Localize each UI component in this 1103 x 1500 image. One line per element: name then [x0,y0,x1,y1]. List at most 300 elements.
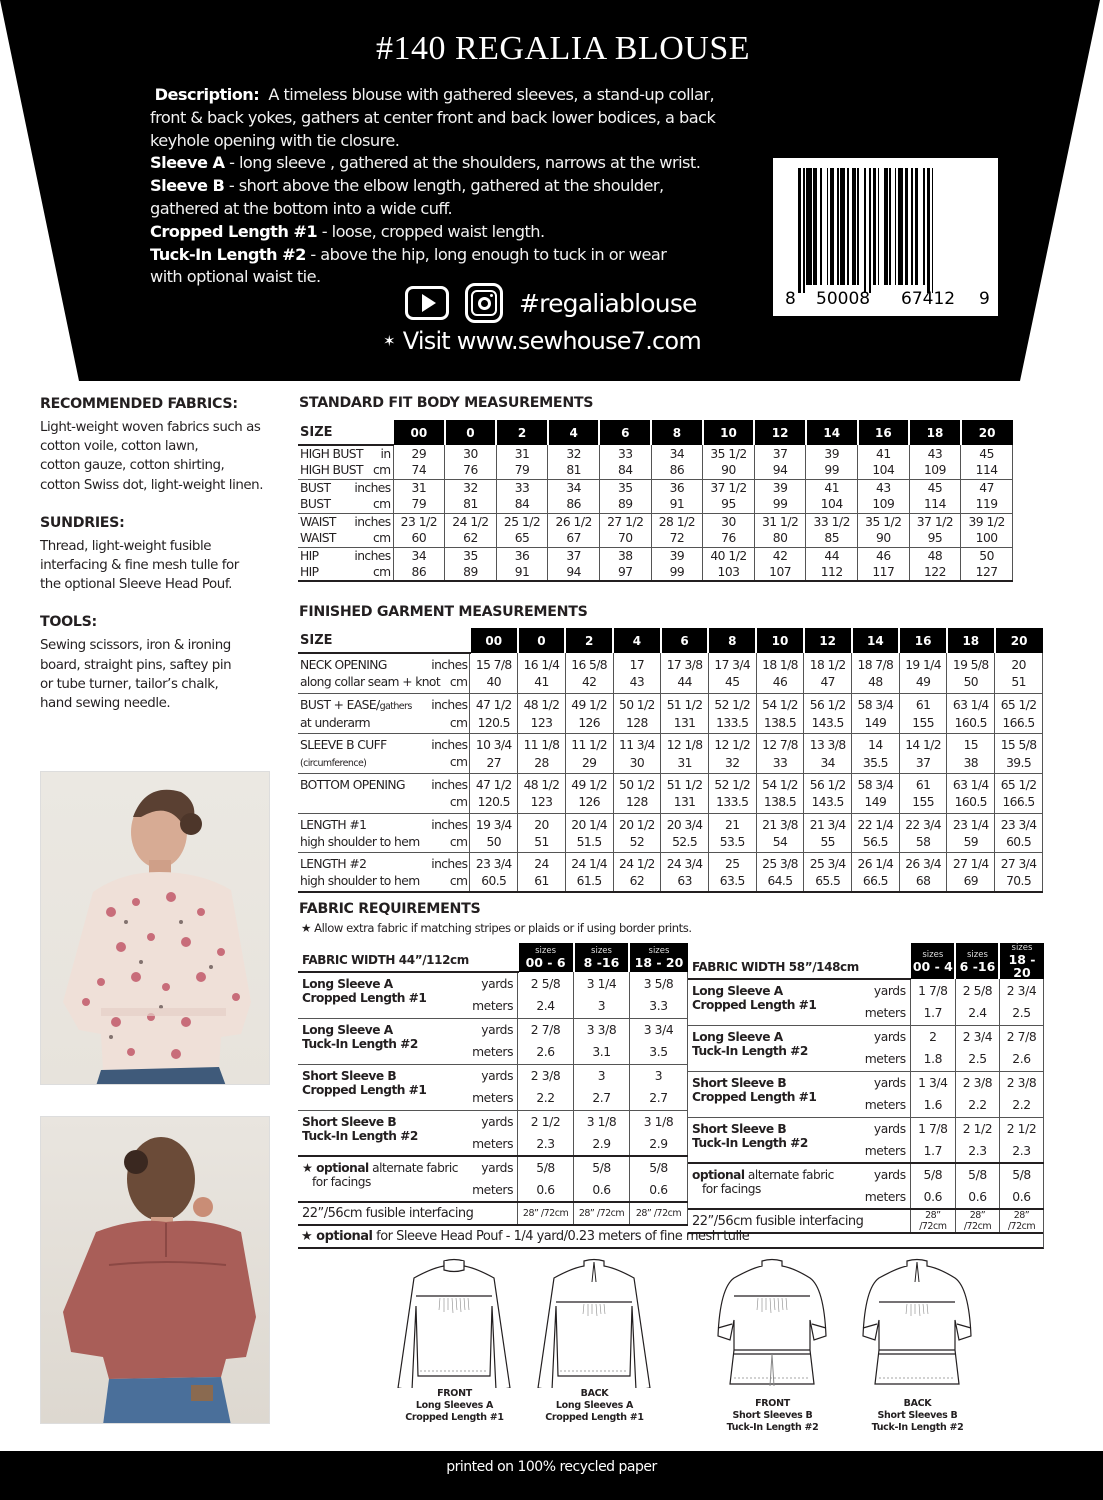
table-cell: 54 1/2 [756,774,804,795]
measure-name: SLEEVE B CUFF [300,738,387,752]
table-cell: 166.5 [995,794,1043,813]
flat-caption: BACK [580,1388,609,1399]
table-cell: 35 [445,547,497,564]
unit-label: inches [431,738,468,752]
view-name: Cropped Length #1 [302,1082,427,1097]
description-text: A timeless blouse with gathered sleeves, a stand-up collar, [268,85,715,104]
table-cell: 2.9 [629,1133,687,1156]
table-cell: 123 [518,715,566,734]
table-header-row [298,943,688,972]
table-cell: 28” /72cm [910,1209,955,1233]
row-label [298,462,393,479]
table-cell: 20 [518,813,566,834]
table-cell: 18 1/2 [804,653,852,674]
sizes-word: sizes [922,949,944,960]
table-cell: 56 1/2 [804,693,852,715]
measure-name: HIP [300,565,319,579]
unit-label: cm [449,834,468,849]
table-cell: 5/8 [629,1156,687,1179]
instagram-icon[interactable] [465,283,503,323]
table-row [298,853,1043,874]
view-label: Cropped Length #1 [150,221,318,241]
flat-caption: Tuck-In Length #2 [871,1422,964,1433]
table-cell: 59 [947,834,995,853]
size-column-header: 14 [806,420,858,445]
table-cell: 63 1/4 [947,774,995,795]
table-cell: 119 [961,496,1013,513]
measure-name: BOTTOM OPENING [300,778,405,792]
table-cell: 35 1/2 [703,445,755,462]
table-row [298,564,1013,581]
unit-label: cm [449,715,468,730]
table-cell: 19 5/8 [947,653,995,674]
barcode-digit: 9 [979,289,990,309]
table-cell: 133.5 [708,794,756,813]
table-cell: 62 [445,530,497,547]
measure-name: along collar seam + knot [300,675,441,690]
row-label [298,834,470,853]
view-text: - short above the elbow length, gathered at the shoulder, [224,176,664,196]
table-cell: 155 [899,715,947,734]
table-cell: 36 [651,479,703,496]
table-cell: 84 [599,462,651,479]
row-label [298,513,393,530]
row-label [298,530,393,547]
table-cell: 37 [548,547,600,564]
table-cell: 28” /72cm [955,1209,999,1233]
table-row [298,1202,688,1225]
table-cell: 52 1/2 [708,693,756,715]
table-cell: 18 7/8 [852,653,900,674]
table-cell: 25 [708,853,756,874]
table-cell: 20 1/4 [565,813,613,834]
table-cell: 56.5 [852,834,900,853]
row-label [298,674,470,693]
size-range: 6 -16 [959,958,996,974]
table-cell: 36 [496,547,548,564]
sizes-word: sizes [648,946,670,956]
text-line: cotton Swiss dot, light-weight linen. [40,477,264,493]
table-cell: 0.6 [910,1186,955,1209]
fabric-width-label: FABRIC WIDTH 44”/112cm [298,943,518,972]
measure-name: LENGTH #1 [300,817,367,832]
finished-measurements-table [298,628,1043,893]
table-cell: 52.5 [661,834,709,853]
flat-caption: Long Sleeves A [555,1400,634,1411]
table-cell: 43 [858,479,910,496]
measure-name: WAIST [300,531,336,546]
flat-caption: Short Sleeves B [732,1410,813,1421]
pattern-title [350,30,750,68]
fabric-requirements-title: FABRIC REQUIREMENTS [299,901,481,917]
sundries-heading: SUNDRIES: [40,514,125,531]
table-cell: 2.6 [999,1048,1043,1071]
table-cell: 17 [613,653,661,674]
text-line: cotton voile, cotton lawn, [40,439,199,455]
table-cell: 5/8 [518,1156,574,1179]
unit-label: meters [834,1002,910,1025]
table-cell: 32 [445,479,497,496]
size-range: 18 - 20 [1008,952,1036,980]
table-cell: 56 1/2 [804,774,852,795]
unit-label: cm [373,531,391,546]
table-cell: 28” /72cm [574,1202,630,1225]
body-measurements-title: STANDARD FIT BODY MEASUREMENTS [299,395,594,411]
view-name: Cropped Length #1 [692,1089,817,1104]
table-cell: 76 [445,462,497,479]
table-cell: 3 [574,995,630,1018]
barcode [773,158,998,316]
footer [0,1451,1103,1500]
table-cell: 120.5 [470,715,518,734]
table-cell: 50 [470,834,518,853]
flat-caption: FRONT [755,1398,790,1409]
model-photo-front [40,771,270,1085]
size-column-header: 2 [565,628,613,653]
table-cell: 70 [599,530,651,547]
table-cell: 35.5 [852,754,900,774]
unit-label: cm [449,874,468,888]
table-cell: 5/8 [955,1163,999,1186]
table-cell: 91 [496,564,548,581]
table-cell: 49 1/2 [565,693,613,715]
table-cell: 47 1/2 [470,774,518,795]
row-label [298,715,470,734]
table-cell: 2 7/8 [518,1018,574,1041]
unit-label: cm [449,795,468,810]
unit-label: yards [834,1071,910,1094]
table-cell: 149 [852,715,900,734]
table-cell: 41 [518,674,566,693]
optional-label: optional [692,1168,745,1182]
sizes-word: sizes [1011,943,1033,953]
measure-name: HIGH BUST [300,447,363,461]
table-cell: 39 [754,479,806,496]
table-cell: 46 [756,674,804,693]
row-label [298,564,393,581]
table-cell: 103 [703,564,755,581]
table-cell: 2.2 [999,1094,1043,1117]
table-cell: 143.5 [804,794,852,813]
row-label [298,774,470,795]
pouf-text: for Sleeve Head Pouf - 1/4 yard/0.23 meters of fine mesh tulle [372,1229,750,1244]
size-group-header [518,943,574,972]
blouse-back-long-icon [532,1258,657,1388]
table-cell: 39.5 [995,754,1043,774]
size-column-header: 4 [548,420,600,445]
table-row [298,530,1013,547]
table-cell: 89 [445,564,497,581]
view-name: Cropped Length #1 [302,991,427,1005]
table-cell: 3.5 [629,1041,687,1064]
text-line: Thread, light-weight fusible [40,538,212,554]
blouse-front-short-icon [710,1258,835,1398]
measure-name: WAIST [300,514,336,529]
table-cell: 34 [393,547,445,564]
size-group-header [955,943,999,979]
size-column-header: 16 [858,420,910,445]
table-cell: 37 [754,445,806,462]
table-cell: 15 7/8 [470,653,518,674]
table-row [298,653,1043,674]
table-cell: 58 3/4 [852,774,900,795]
table-cell: 69 [947,873,995,892]
table-cell: 79 [496,462,548,479]
table-cell: 29 [565,754,613,774]
table-cell: 30 [703,513,755,530]
table-cell: 17 3/4 [708,653,756,674]
optional-text: alternate fabric [744,1168,834,1182]
view-text: with optional waist tie. [150,267,321,287]
table-cell: 25 1/2 [496,513,548,530]
size-column-header: 20 [995,628,1043,653]
fabric-table-58 [688,943,1044,1234]
table-cell: 0.6 [518,1179,574,1202]
table-cell: 28 1/2 [651,513,703,530]
table-cell: 0.6 [999,1186,1043,1209]
table-cell: 24 1/4 [565,853,613,874]
table-cell: 66.5 [852,873,900,892]
table-row [298,1064,688,1087]
table-row [298,547,1013,564]
table-cell: 104 [806,496,858,513]
size-header: SIZE [298,628,470,653]
sizes-word: sizes [967,949,988,960]
table-cell: 50 1/2 [613,693,661,715]
table-cell: 2.4 [955,1002,999,1025]
fabrics-text [40,418,290,495]
size-column-header: 18 [947,628,995,653]
table-cell: 23 1/2 [393,513,445,530]
website-link[interactable] [383,327,701,355]
unit-label: inches [354,480,391,495]
table-cell: 107 [754,564,806,581]
table-cell: 99 [806,462,858,479]
table-cell: 48 1/2 [518,774,566,795]
table-cell: 11 3/4 [613,734,661,755]
row-label [298,479,393,496]
unit-label: meters [834,1140,910,1163]
text-line: hand sewing needle. [40,696,171,712]
table-cell: 86 [548,496,600,513]
table-cell: 2.9 [574,1133,630,1156]
sizes-word: sizes [591,946,612,956]
row-label [298,496,393,513]
table-cell: 30 [445,445,497,462]
table-cell: 3 1/8 [574,1110,630,1133]
row-label [298,813,470,834]
view-name: Short Sleeve B [692,1121,787,1136]
table-cell: 131 [661,794,709,813]
table-cell: 3 1/4 [574,972,630,995]
table-cell: 12 7/8 [756,734,804,755]
table-cell: 114 [909,496,961,513]
table-cell: 50 [961,547,1013,564]
table-cell: 34 [548,479,600,496]
measure-name: BUST [300,497,331,512]
table-cell: 35 1/2 [858,513,910,530]
table-cell: 23 1/4 [947,813,995,834]
table-cell: 138.5 [756,794,804,813]
table-cell: 15 [947,734,995,755]
table-cell: 85 [806,530,858,547]
table-cell: 31 [496,445,548,462]
unit-label: meters [834,1094,910,1117]
table-cell: 81 [548,462,600,479]
view-name: Long Sleeve A [692,1029,783,1044]
view-name: Long Sleeve A [302,1022,393,1037]
table-cell: 109 [909,462,961,479]
table-cell: 20 [995,653,1043,674]
table-cell: 28” /72cm [518,1202,574,1225]
table-cell: 19 3/4 [470,813,518,834]
table-cell: 47 [804,674,852,693]
view-combination [298,1064,464,1110]
size-column-header: 20 [961,420,1013,445]
table-cell: 11 1/2 [565,734,613,755]
table-cell: 24 1/2 [613,853,661,874]
table-cell: 3 3/4 [629,1018,687,1041]
table-cell: 60 [393,530,445,547]
text-line: cotton gauze, cotton shirting, [40,458,225,474]
sundries-text [40,537,290,595]
size-group-header [999,943,1043,979]
table-cell: 114 [961,462,1013,479]
table-cell: 50 1/2 [613,774,661,795]
table-cell: 38 [947,754,995,774]
table-cell: 5/8 [999,1163,1043,1186]
table-cell: 79 [393,496,445,513]
table-cell: 61.5 [565,873,613,892]
table-cell: 48 1/2 [518,693,566,715]
flat-caption: Long Sleeves A [415,1400,494,1411]
table-cell: 10 3/4 [470,734,518,755]
table-cell: 166.5 [995,715,1043,734]
table-cell: 32 [708,754,756,774]
barcode-digit: 8 [785,289,796,309]
optional-text: for facings [702,1182,761,1196]
table-cell: 1 7/8 [910,979,955,1002]
tools-text [40,636,290,713]
table-cell: 31 [393,479,445,496]
table-cell: 23 3/4 [995,813,1043,834]
table-cell: 81 [445,496,497,513]
view-label: Tuck-In Length #2 [150,244,306,264]
table-cell: 3 [574,1064,630,1087]
table-cell: 45 [909,479,961,496]
table-cell: 27 [470,754,518,774]
table-cell: 15 5/8 [995,734,1043,755]
unit-label: yards [464,1156,518,1179]
youtube-icon[interactable] [405,286,449,320]
table-row [688,1025,1044,1048]
table-cell: 1.7 [910,1140,955,1163]
unit-label: inches [354,548,391,563]
table-cell: 70.5 [995,873,1043,892]
table-cell: 1.7 [910,1002,955,1025]
flat-front-long-sleeve [392,1258,517,1424]
view-combination [688,1071,834,1117]
table-cell: 104 [858,462,910,479]
table-cell: 94 [548,564,600,581]
size-column-header: 2 [496,420,548,445]
table-cell: 12 1/8 [661,734,709,755]
view-name: Cropped Length #1 [692,998,817,1012]
table-cell: 128 [613,715,661,734]
table-cell: 28 [518,754,566,774]
size-group-header [910,943,955,979]
table-cell: 112 [806,564,858,581]
table-row [298,734,1043,755]
view-combination [688,979,834,1025]
table-cell: 54 [756,834,804,853]
table-cell: 41 [806,479,858,496]
text-line: Light-weight woven fabrics such as [40,420,261,435]
table-cell: 3 5/8 [629,972,687,995]
size-column-header: 00 [470,628,518,653]
unit-label: meters [834,1186,910,1209]
table-cell: 63 [661,873,709,892]
size-range: 8 -16 [583,955,620,970]
table-cell: 24 [518,853,566,874]
table-cell: 45 [961,445,1013,462]
table-cell: 50 [947,674,995,693]
star-icon: ✶ [383,332,395,350]
table-cell: 43 [909,445,961,462]
table-cell: 3.3 [629,995,687,1018]
size-column-header: 0 [445,420,497,445]
table-cell: 22 1/4 [852,813,900,834]
unit-label: inches [354,514,391,529]
view-name: Long Sleeve A [692,984,783,998]
table-cell: 27 1/2 [599,513,651,530]
table-cell: 2.5 [999,1002,1043,1025]
table-cell: 128 [613,794,661,813]
size-column-header: 8 [651,420,703,445]
unit-label: yards [464,972,518,995]
text-line: the optional Sleeve Head Pouf. [40,577,232,593]
table-cell: 39 [806,445,858,462]
size-column-header: 6 [661,628,709,653]
table-cell: 160.5 [947,715,995,734]
table-cell: 51 1/2 [661,774,709,795]
table-cell: 39 [651,547,703,564]
table-row [298,834,1043,853]
table-cell: 25 3/8 [756,853,804,874]
barcode-digit: 50008 [816,289,871,309]
table-row [298,462,1013,479]
unit-label: cm [449,755,468,769]
unit-label: yards [464,1018,518,1041]
table-cell: 68 [899,873,947,892]
measure-note: (circumference) [300,758,367,769]
row-label [298,445,393,462]
materials-column [40,396,290,733]
table-cell: 30 [613,754,661,774]
table-cell: 40 [470,674,518,693]
table-cell: 3 [629,1064,687,1087]
table-cell: 95 [703,496,755,513]
view-combination [298,1018,464,1064]
flat-front-short-sleeve [710,1258,835,1434]
table-cell: 74 [393,462,445,479]
table-cell: 19 1/4 [899,653,947,674]
table-cell: 33 [496,479,548,496]
table-row [298,972,688,995]
unit-label: meters [464,1133,518,1156]
table-row [298,873,1043,892]
table-cell: 42 [565,674,613,693]
